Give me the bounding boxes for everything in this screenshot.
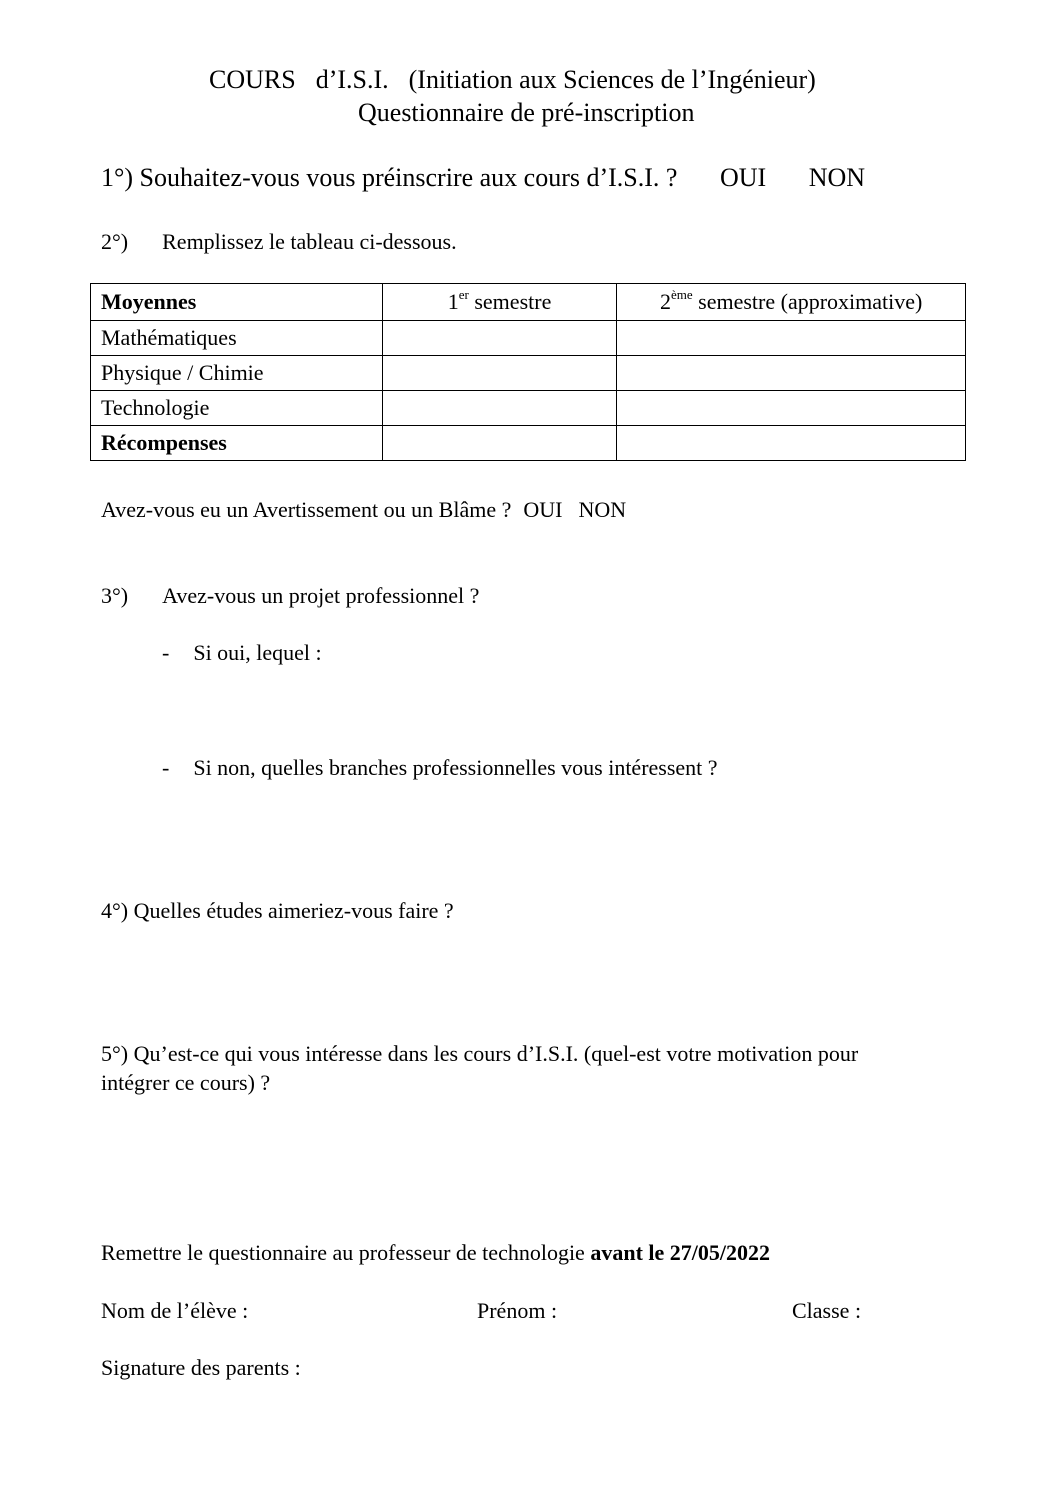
question-1 bbox=[101, 163, 865, 193]
row-label-physique-chimie: Physique / Chimie bbox=[91, 356, 383, 391]
warning-oui[interactable]: OUI bbox=[523, 497, 563, 522]
question-5-line2: intégrer ce cours) ? bbox=[101, 1070, 271, 1095]
question-2 bbox=[101, 229, 457, 255]
grades-table bbox=[90, 283, 966, 461]
cell-techno-s2[interactable] bbox=[617, 391, 966, 426]
bullet-dash: - bbox=[162, 755, 170, 780]
row-label-recompenses: Récompenses bbox=[91, 426, 383, 461]
header-semester-1: 1er semestre bbox=[382, 284, 617, 321]
return-deadline: avant le 27/05/2022 bbox=[590, 1240, 770, 1265]
bullet-dash: - bbox=[162, 640, 170, 665]
title-cours: COURS bbox=[209, 65, 296, 94]
question-1-non[interactable]: NON bbox=[808, 163, 866, 192]
cell-recompenses-s1[interactable] bbox=[382, 426, 617, 461]
title-initiation: (Initiation aux Sciences de l’Ingénieur) bbox=[408, 65, 816, 94]
class-label: Classe : bbox=[792, 1298, 862, 1323]
question-3-text: Avez-vous un projet professionnel ? bbox=[162, 583, 480, 608]
table-row bbox=[91, 321, 966, 356]
header-moyennes: Moyennes bbox=[91, 284, 383, 321]
title-isi: d’I.S.I. bbox=[315, 65, 389, 94]
if-no-text: Si non, quelles branches professionnelles vous intéressent ? bbox=[193, 755, 718, 780]
question-1-text: 1°) Souhaitez-vous vous préinscrire aux cours d’I.S.I. ? bbox=[101, 163, 678, 192]
warning-non[interactable]: NON bbox=[578, 497, 627, 522]
row-label-mathematiques: Mathématiques bbox=[91, 321, 383, 356]
table-row bbox=[91, 426, 966, 461]
table-row bbox=[91, 391, 966, 426]
header-semester-2: 2ème semestre (approximative) bbox=[617, 284, 966, 321]
if-yes-text: Si oui, lequel : bbox=[193, 640, 322, 665]
question-4: 4°) Quelles études aimeriez-vous faire ? bbox=[101, 898, 454, 923]
question-3-if-no bbox=[162, 755, 718, 781]
document-subtitle: Questionnaire de pré-inscription bbox=[358, 98, 695, 127]
question-2-text: Remplissez le tableau ci-dessous. bbox=[162, 229, 457, 254]
warning-question-text: Avez-vous eu un Avertissement ou un Blâme ? bbox=[101, 497, 512, 522]
question-5-line1: 5°) Qu’est-ce qui vous intéresse dans les cours d’I.S.I. (quel-est votre motivation pour bbox=[101, 1041, 859, 1066]
question-3 bbox=[101, 583, 479, 609]
return-instruction bbox=[101, 1240, 770, 1266]
table-header-row bbox=[91, 284, 966, 321]
cell-physique-s2[interactable] bbox=[617, 356, 966, 391]
document-title-line1 bbox=[209, 65, 816, 95]
cell-physique-s1[interactable] bbox=[382, 356, 617, 391]
cell-techno-s1[interactable] bbox=[382, 391, 617, 426]
cell-math-s1[interactable] bbox=[382, 321, 617, 356]
question-2-number: 2°) bbox=[101, 229, 129, 254]
question-3-number: 3°) bbox=[101, 583, 129, 608]
row-label-technologie: Technologie bbox=[91, 391, 383, 426]
parents-signature-label: Signature des parents : bbox=[101, 1355, 301, 1380]
table-row bbox=[91, 356, 966, 391]
return-text: Remettre le questionnaire au professeur de technologie bbox=[101, 1240, 591, 1265]
question-1-oui[interactable]: OUI bbox=[719, 163, 767, 192]
first-name-label: Prénom : bbox=[477, 1298, 558, 1323]
warning-question bbox=[101, 497, 626, 523]
cell-recompenses-s2[interactable] bbox=[617, 426, 966, 461]
cell-math-s2[interactable] bbox=[617, 321, 966, 356]
student-name-label: Nom de l’élève : bbox=[101, 1298, 249, 1323]
question-3-if-yes bbox=[162, 640, 322, 666]
